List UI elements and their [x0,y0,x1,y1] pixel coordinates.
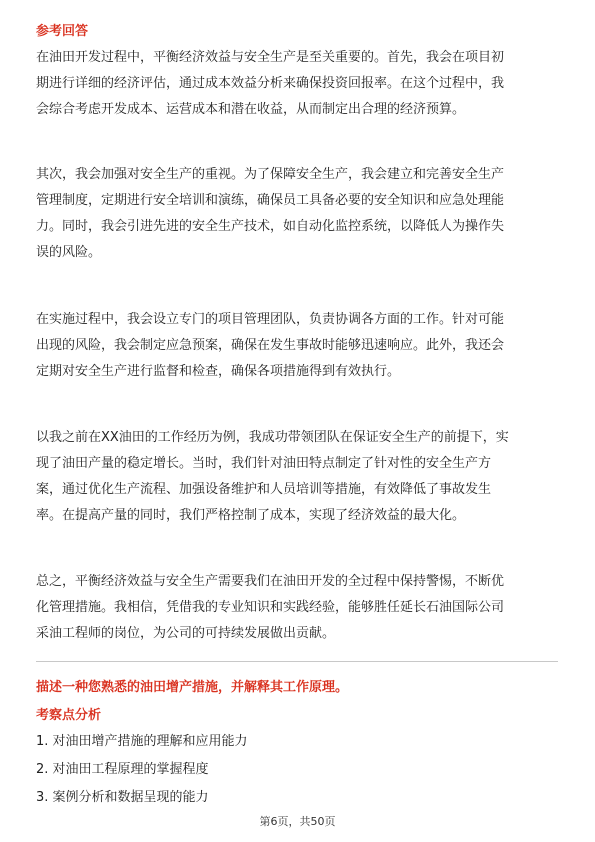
answer-paragraph-5 [36,569,558,647]
analysis-point: 3. 案例分析和数据呈现的能力 [36,790,209,805]
paragraph-line: 其次，我会加强对安全生产的重视。为了保障安全生产，我会建立和完善安全生产 [36,167,505,182]
analysis-point: 1. 对油田增产措施的理解和应用能力 [36,734,248,749]
section-divider [36,661,558,662]
paragraph-line: 化管理措施。我相信，凭借我的专业知识和实践经验，能够胜任延长石油国际公司 [36,600,505,615]
paragraph-line: 总之，平衡经济效益与安全生产需要我们在油田开发的全过程中保持警惕，不断优 [36,574,505,589]
paragraph-line: 采油工程师的岗位，为公司的可持续发展做出贡献。 [36,626,336,641]
paragraph-line: 在实施过程中，我会设立专门的项目管理团队，负责协调各方面的工作。针对可能 [36,312,505,327]
paragraph-line: 案，通过优化生产流程、加强设备维护和人员培训等措施，有效降低了事故发生 [36,482,492,497]
paragraph-line: 定期对安全生产进行监督和检查，确保各项措施得到有效执行。 [36,364,401,379]
paragraph-line: 会综合考虑开发成本、运营成本和潜在收益，从而制定出合理的经济预算。 [36,102,466,117]
paragraph-line: 在油田开发过程中，平衡经济效益与安全生产是至关重要的。首先，我会在项目初 [36,50,505,65]
analysis-point: 2. 对油田工程原理的掌握程度 [36,762,209,777]
paragraph-line: 管理制度，定期进行安全培训和演练，确保员工具备必要的安全知识和应急处理能 [36,193,505,208]
paragraph-line: 出现的风险，我会制定应急预案，确保在发生事故时能够迅速响应。此外，我还会 [36,338,505,353]
paragraph-line: 现了油田产量的稳定增长。当时，我们针对油田特点制定了针对性的安全生产方 [36,456,492,471]
paragraph-line: 期进行详细的经济评估，通过成本效益分析来确保投资回报率。在这个过程中，我 [36,76,505,91]
paragraph-line: 误的风险。 [36,245,102,260]
next-question: 描述一种您熟悉的油田增产措施，并解释其工作原理。 [36,680,349,695]
analysis-heading: 考察点分析 [36,708,102,723]
answer-paragraph-4 [36,425,558,529]
paragraph-line: 以我之前在XX油田的工作经历为例，我成功带领团队在保证安全生产的前提下，实 [36,430,509,445]
answer-heading: 参考回答 [36,24,89,39]
page-number: 第6页，共50页 [259,815,336,828]
paragraph-line: 率。在提高产量的同时，我们严格控制了成本，实现了经济效益的最大化。 [36,508,466,523]
answer-paragraph-1 [36,45,558,123]
paragraph-line: 力。同时，我会引进先进的安全生产技术，如自动化监控系统，以降低人为操作失 [36,219,505,234]
answer-paragraph-2 [36,162,558,266]
answer-paragraph-3 [36,307,558,385]
